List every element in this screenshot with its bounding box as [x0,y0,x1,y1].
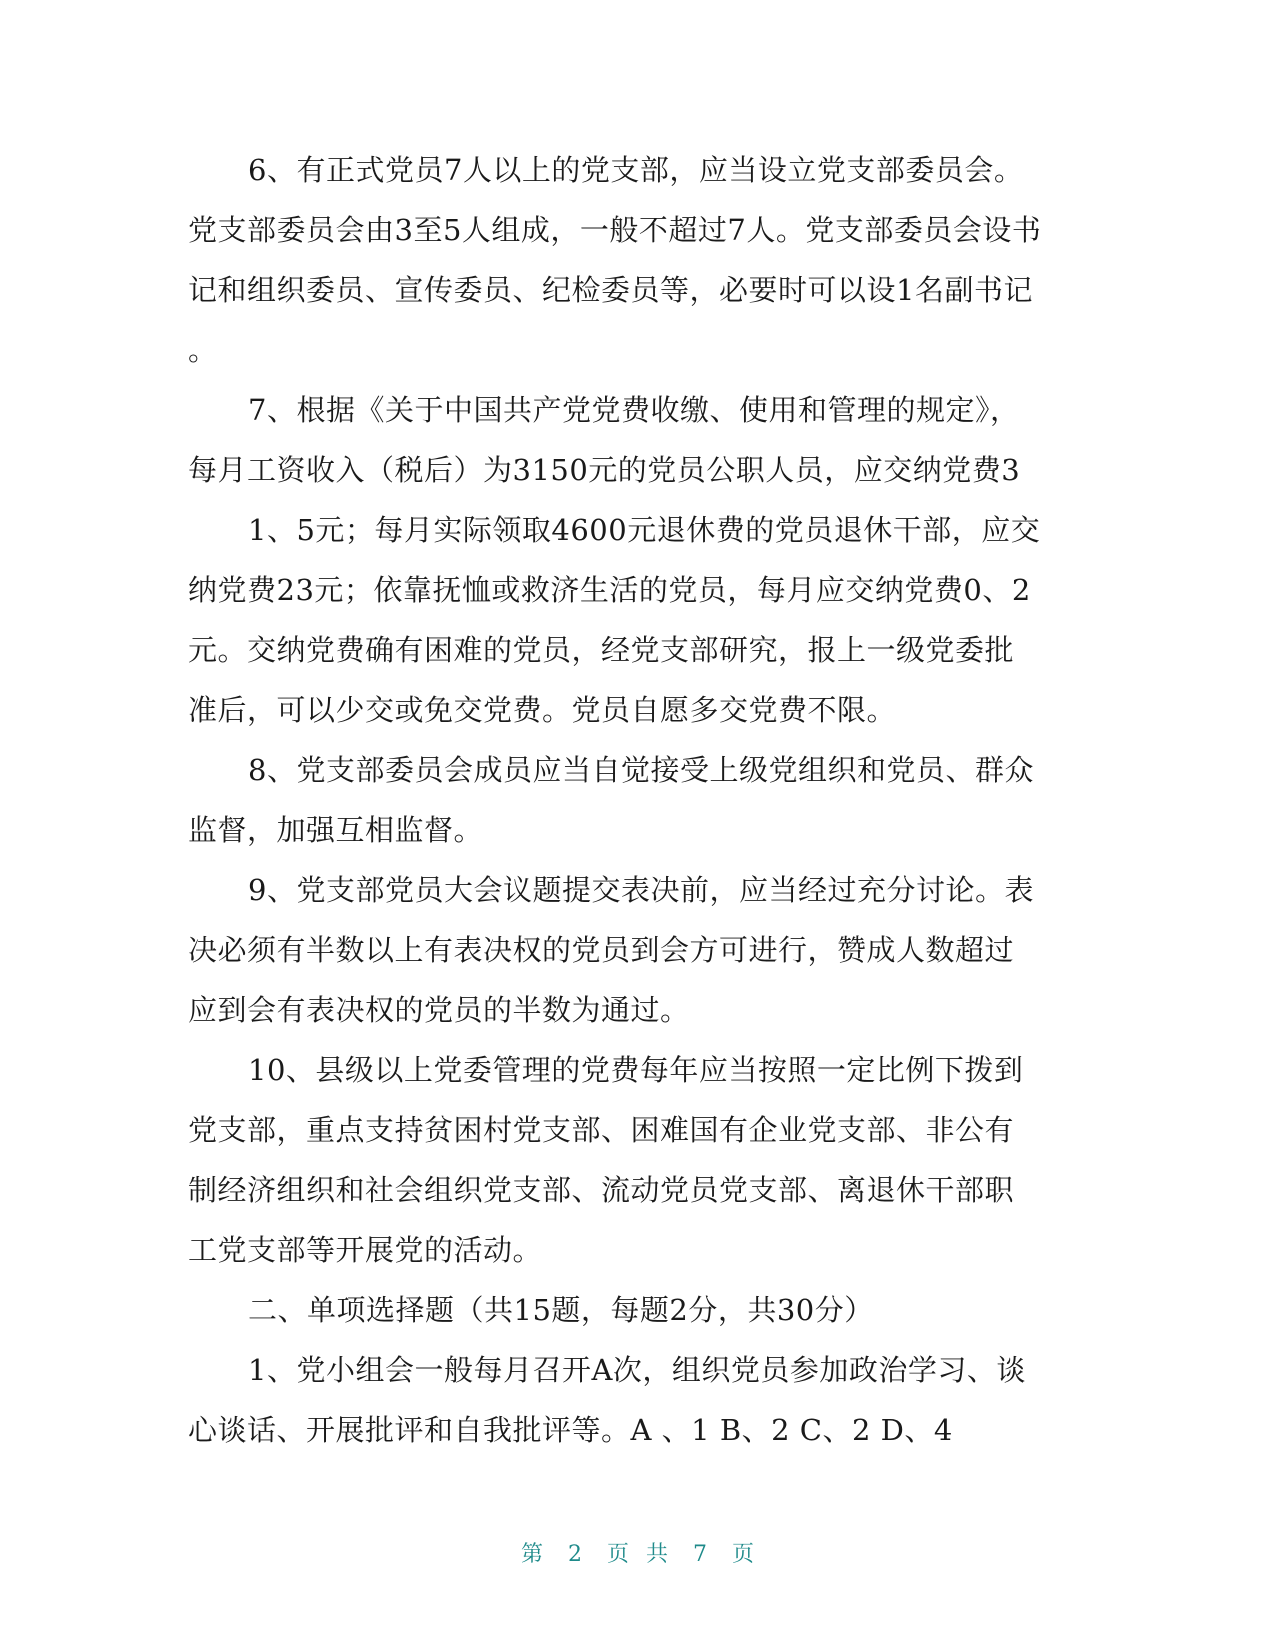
text-line: 党支部，重点支持贫困村党支部、困难国有企业党支部、非公有 [188,1113,1015,1147]
text-line: 心谈话、开展批评和自我批评等。A 、1 B、2 C、2 D、4 [188,1413,953,1447]
text-line: 1、5元；每月实际领取4600元退休费的党员退休干部，应交 [248,513,1041,547]
footer-suffix: 页 [732,1542,755,1567]
current-page-number: 2 [568,1542,582,1567]
text-line: 7、根据《关于中国共产党党费收缴、使用和管理的规定》， [248,393,1020,427]
text-line: 工党支部等开展党的活动。 [188,1233,543,1267]
page-number-footer [0,1537,1275,1568]
text-line: 9、党支部党员大会议题提交表决前，应当经过充分讨论。表 [248,873,1034,907]
text-line: 决必须有半数以上有表决权的党员到会方可进行，赞成人数超过 [188,933,1015,967]
footer-middle: 页 共 [607,1542,668,1567]
text-line: 准后，可以少交或免交党费。党员自愿多交党费不限。 [188,693,897,727]
text-line: 。 [188,333,218,367]
text-line: 10、县级以上党委管理的党费每年应当按照一定比例下拨到 [248,1053,1024,1087]
text-line: 记和组织委员、宣传委员、纪检委员等，必要时可以设1名副书记 [188,273,1033,307]
text-line: 党支部委员会由3至5人组成，一般不超过7人。党支部委员会设书 [188,213,1042,247]
total-page-count: 7 [693,1542,707,1567]
text-line: 元。交纳党费确有困难的党员，经党支部研究，报上一级党委批 [188,633,1015,667]
text-line: 纳党费23元；依靠抚恤或救济生活的党员，每月应交纳党费0、2 [188,573,1031,607]
text-line: 制经济组织和社会组织党支部、流动党员党支部、离退休干部职 [188,1173,1015,1207]
text-line: 应到会有表决权的党员的半数为通过。 [188,993,690,1027]
text-line: 每月工资收入（税后）为3150元的党员公职人员，应交纳党费3 [188,453,1021,487]
text-line: 监督，加强互相监督。 [188,813,484,847]
document-body [188,140,1073,1460]
footer-prefix: 第 [520,1542,543,1567]
text-line: 6、有正式党员7人以上的党支部，应当设立党支部委员会。 [248,153,1024,187]
text-line: 1、党小组会一般每月召开A次，组织党员参加政治学习、谈 [248,1353,1026,1387]
text-line: 8、党支部委员会成员应当自觉接受上级党组织和党员、群众 [248,753,1034,787]
section-heading: 二、单项选择题（共15题，每题2分，共30分） [248,1293,874,1327]
